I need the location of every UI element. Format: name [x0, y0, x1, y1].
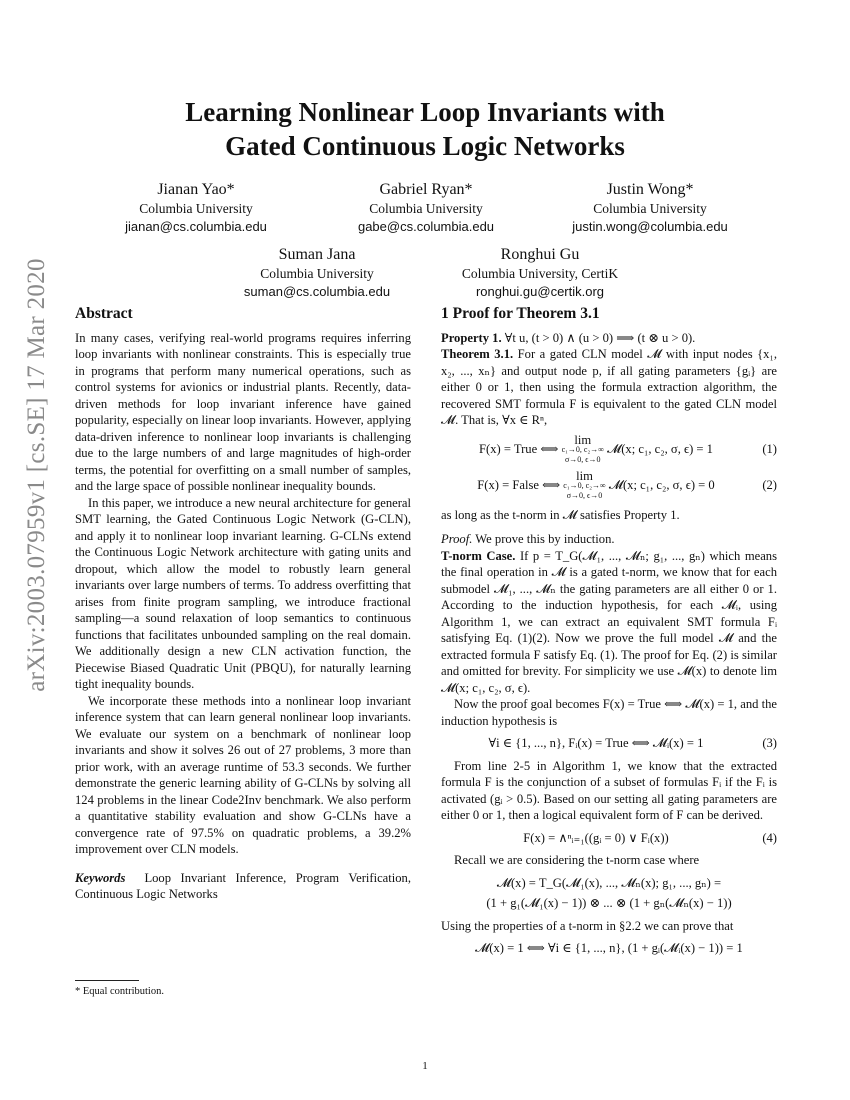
author-name: Jianan Yao*: [157, 181, 235, 198]
equation-rhs: 𝓜(x; c₁, c₂, σ, ϵ) = 1: [607, 441, 713, 456]
proof-label: Proof.: [441, 532, 473, 546]
title-line-2: Gated Continuous Logic Networks: [225, 131, 625, 161]
footnote: * Equal contribution.: [75, 986, 164, 997]
equation-line: 𝓜(x) = T_G(𝓜₁(x), ..., 𝓜ₙ(x); g₁, ..., gₙ) =: [496, 875, 722, 890]
paragraph: Recall we are considering the t-norm case where: [454, 853, 700, 867]
property-label: Property 1.: [441, 330, 502, 345]
equation-number: (3): [762, 736, 777, 750]
author-affiliation: Columbia University, CertiK: [461, 266, 619, 281]
author-name: Justin Wong*: [606, 181, 694, 198]
proof-text: We prove this by induction.: [475, 532, 615, 546]
author-block: [535, 180, 765, 236]
author-email: jianan@cs.columbia.edu: [125, 219, 267, 234]
author-email: gabe@cs.columbia.edu: [357, 219, 495, 234]
equation-number: (1): [762, 442, 777, 457]
tnorm-text: If p = T_G(𝓜₁, ..., 𝓜ₙ; g₁, ..., gₙ) which means the final operation in 𝓜 is a gated t-norm, we know that for each submodel 𝓜₁, ..., 𝓜ₙ the gating parameters are all either 0 or 1. According to the induction hypothesis, for each 𝓜ᵢ, using Algorithm 1, we can extract an equivalent SMT formula Fᵢ satisfying Eq. (1)(2). Now we prove the full model 𝓜 and the extracted formula F satisfy Eq. (1). The proof for Eq. (2) is similar and omitted for brevity. For simplicity we use 𝓜(x) to denote lim 𝓜(x; c₁, c₂, σ, ϵ).: [441, 548, 778, 695]
property-statement: [441, 330, 777, 347]
author-affiliation: Columbia University: [260, 266, 374, 281]
abstract-paragraph: In this paper, we introduce a new neural architecture for general SMT learning, the Gated Continuous Logic Network (G-CLN), and apply it to nonlinear loop invariant learning. G-CLNs extend the Continuous Logic Network architecture with gating units and dropout, which allow the model to robustly learn general invariants over large numbers of terms. To address overfitting that arises from finite program sampling, we introduce fractional sampling—a sound relaxation of loop semantics to continuous functions that facilitates unbounded sampling on the real domain. We additionally design a new CLN activation function, the Piecewise Biased Quadratic Unit (PBQU), for naturally learning tight inequality bounds.: [75, 495, 411, 691]
left-column: [75, 306, 411, 903]
equation-line: (1 + g₁(𝓜₁(x) − 1)) ⊗ ... ⊗ (1 + gₙ(𝓜ₙ(x) − 1)): [486, 896, 732, 910]
equation-5: [441, 875, 777, 912]
arxiv-id: arXiv:2003.07959v1 [cs.SE] 17 Mar 2020: [23, 258, 50, 692]
equation-4: [441, 830, 777, 847]
section-heading: 1 Proof for Theorem 3.1: [441, 305, 600, 322]
limit-subscript: c₁→0, c₂→∞: [563, 480, 606, 490]
keywords: [75, 870, 411, 903]
equation-6: 𝓜(x) = 1 ⟺ ∀i ∈ {1, ..., n}, (1 + gᵢ(𝓜ᵢ(x) − 1)) = 1: [475, 941, 743, 955]
author-email: justin.wong@columbia.edu: [572, 219, 728, 234]
author-affiliation: Columbia University: [369, 201, 483, 216]
keywords-text: Loop Invariant Inference, Program Verification, Continuous Logic Networks: [75, 870, 411, 901]
limit-operator: [561, 432, 604, 465]
author-block: [311, 180, 541, 236]
property-text: ∀t u, (t > 0) ∧ (u > 0) ⟹ (t ⊗ u > 0).: [504, 330, 696, 345]
limit-subscript: σ→0, ϵ→0: [566, 490, 603, 500]
author-name: Suman Jana: [278, 246, 356, 263]
keywords-label: Keywords: [75, 870, 126, 885]
author-name: Gabriel Ryan*: [379, 181, 473, 198]
paragraph: Now the proof goal becomes F(x) = True ⟺ 𝓜(x) = 1, and the induction hypothesis is: [441, 697, 777, 728]
equation-2: [441, 468, 777, 501]
limit-subscript: c₁→0, c₂→∞: [561, 444, 604, 454]
right-column: [441, 306, 777, 957]
paragraph: From line 2-5 in Algorithm 1, we know that the extracted formula F is the conjunction of a subset of formulas Fᵢ if the Fᵢ is activated (gᵢ > 0.5). Based on our setting all gating parameters are either 0 or 1, then a logical equivalent form of F can be derived.: [441, 758, 777, 822]
equation-lhs: F(x) = False ⟺: [477, 477, 561, 492]
theorem-text: For a gated CLN model 𝓜 with input nodes {x₁, x₂, ..., xₙ} and output node p, if all gating parameters {gᵢ} are either 0 or 1, then using the formula extraction algorithm, the recovered SMT formula F is equivalent to the gated CLN model 𝓜. That is, ∀x ∈ Rⁿ,: [441, 347, 777, 427]
limit-subscript: σ→0, ϵ→0: [564, 454, 601, 464]
equation-body: F(x) = ∧ⁿᵢ₌₁((gᵢ = 0) ∨ Fᵢ(x)): [523, 830, 669, 845]
page-number: 1: [422, 1060, 428, 1072]
tnorm-case: [441, 548, 777, 697]
paragraph: as long as the t-norm in 𝓜 satisfies Property 1.: [441, 507, 680, 522]
proof-intro: [441, 531, 777, 548]
author-email: ronghui.gu@certik.org: [475, 284, 605, 299]
author-affiliation: Columbia University: [593, 201, 707, 216]
arxiv-sidebar-stamp: [14, 258, 60, 692]
limit-operator: [563, 468, 606, 501]
abstract-paragraph: In many cases, verifying real-world programs requires inferring loop invariants with nonlinear constraints. This is especially true in programs that perform many numerical operations, such as control systems for avionics or industrial plants. Recently, data-driven methods for loop invariant inference have gained popularity, especially on linear loop invariants. However, applying data-driven inference to nonlinear loop invariants is challenging due to the large numbers of and large magnitudes of high-order terms, the potential for overfitting on a small number of samples, and the large space of possible nonlinear inequality bounds.: [75, 330, 411, 493]
theorem-label: Theorem 3.1.: [441, 347, 514, 361]
abstract-heading: Abstract: [75, 305, 133, 322]
author-block: [425, 245, 655, 301]
author-name: Ronghui Gu: [500, 246, 580, 263]
title-line-1: Learning Nonlinear Loop Invariants with: [185, 97, 665, 127]
equation-lhs: F(x) = True ⟺: [479, 441, 559, 456]
theorem-statement: [441, 346, 777, 429]
footnote-rule: [75, 980, 139, 981]
tnorm-label: T-norm Case.: [441, 548, 516, 563]
author-block: [81, 180, 311, 236]
abstract-paragraph: We incorporate these methods into a nonlinear loop invariant inference system that can learn general nonlinear loop invariants. We evaluate our system on a benchmark of nonlinear loop invariants and show it solves 26 out of 27 problems, 3 more than prior work, with an average runtime of 53.3 seconds. We further demonstrate the generic learning ability of G-CLNs by solving all 124 problems in the linear Code2Inv benchmark. We also perform a quantitative stability evaluation and show G-CLNs have a convergence rate of 97.5% on quadratic problems, a 39.2% improvement over CLN models.: [75, 693, 411, 856]
equation-rhs: 𝓜(x; c₁, c₂, σ, ϵ) = 0: [608, 477, 715, 492]
equation-body: ∀i ∈ {1, ..., n}, Fᵢ(x) = True ⟺ 𝓜ᵢ(x) = 1: [488, 736, 704, 750]
author-block: [202, 245, 432, 301]
paper-title: [90, 95, 760, 163]
equation-number: (2): [762, 478, 777, 493]
author-email: suman@cs.columbia.edu: [243, 284, 391, 299]
limit-word: lim: [576, 468, 593, 483]
limit-word: lim: [574, 432, 592, 447]
equation-3: [441, 735, 777, 752]
author-affiliation: Columbia University: [139, 201, 253, 216]
equation-1: [441, 432, 777, 465]
equation-number: (4): [762, 830, 777, 845]
paragraph: Using the properties of a t-norm in §2.2 we can prove that: [441, 918, 734, 933]
